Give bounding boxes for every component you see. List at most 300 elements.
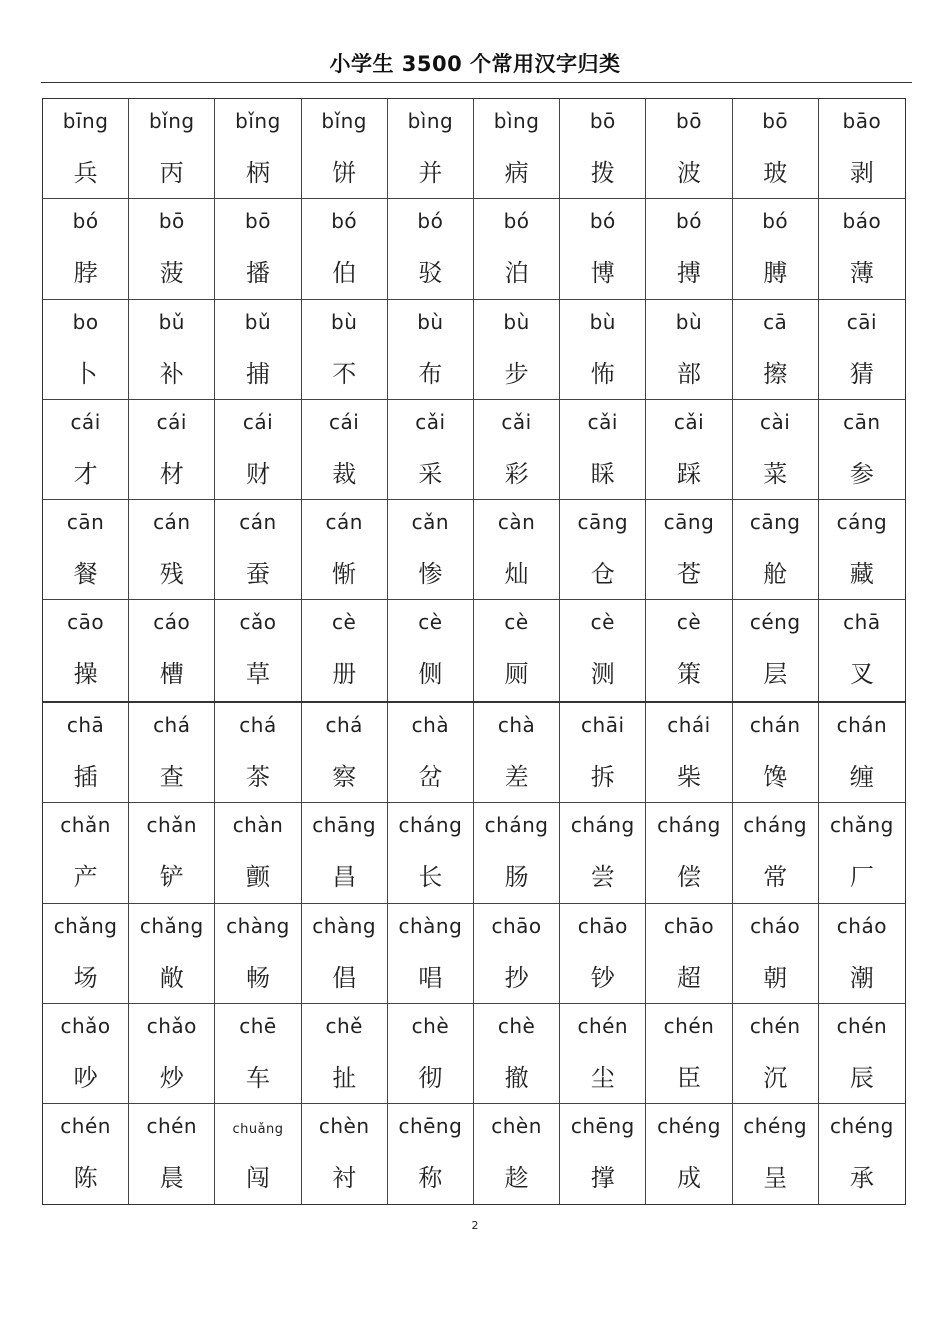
page-number: 2 <box>471 1219 479 1232</box>
character-cell <box>819 500 905 600</box>
hanzi-character: 朝 <box>763 963 788 992</box>
pinyin-label: bó <box>676 209 702 234</box>
pinyin-label: chèn <box>318 1114 370 1139</box>
pinyin-label: cāng <box>663 510 715 535</box>
pinyin-label: bù <box>331 309 358 334</box>
pinyin-label: chě <box>325 1013 363 1038</box>
pinyin-label: chéng <box>743 1114 808 1139</box>
character-cell <box>215 703 301 803</box>
character-cell <box>215 99 301 199</box>
hanzi-character: 剥 <box>849 159 874 187</box>
pinyin-label: chén <box>60 1114 111 1139</box>
hanzi-character: 播 <box>245 259 270 288</box>
character-cell <box>646 500 732 600</box>
pinyin-label: bāo <box>842 109 882 133</box>
pinyin-label: cái <box>70 409 101 434</box>
character-cell <box>474 199 560 299</box>
hanzi-character: 丙 <box>159 159 184 187</box>
pinyin-label: cāng <box>749 510 801 535</box>
character-cell <box>819 300 905 400</box>
pinyin-label: cán <box>325 510 363 535</box>
hanzi-character: 侧 <box>418 660 443 689</box>
character-cell <box>43 400 129 500</box>
pinyin-label: cán <box>239 510 277 535</box>
pinyin-label: chuǎng <box>232 1122 284 1138</box>
character-cell <box>129 1104 215 1204</box>
pinyin-label: cǎn <box>411 510 450 535</box>
pinyin-label: bó <box>762 209 789 234</box>
pinyin-label: chǎo <box>146 1013 197 1038</box>
hanzi-character: 脖 <box>73 259 98 288</box>
character-cell <box>646 400 732 500</box>
hanzi-character: 查 <box>159 763 184 791</box>
character-cell <box>819 904 905 1004</box>
pinyin-label: chè <box>497 1013 536 1038</box>
character-cell <box>215 904 301 1004</box>
hanzi-character: 裁 <box>332 459 357 488</box>
pinyin-label: cái <box>156 409 187 434</box>
pinyin-label: cè <box>504 610 529 635</box>
character-cell <box>129 199 215 299</box>
hanzi-character: 呈 <box>763 1164 788 1193</box>
character-cell <box>646 904 732 1004</box>
hanzi-character: 博 <box>590 259 615 288</box>
character-cell <box>560 703 646 803</box>
character-cell <box>819 1004 905 1104</box>
pinyin-label: bó <box>589 209 616 234</box>
character-cell <box>733 500 819 600</box>
pinyin-label: chèn <box>491 1114 542 1139</box>
hanzi-character: 馋 <box>763 763 788 791</box>
character-cell <box>646 99 732 199</box>
hanzi-character: 柄 <box>245 159 270 187</box>
character-cell <box>474 1104 560 1204</box>
hanzi-character: 彻 <box>418 1063 443 1092</box>
pinyin-label: chàng <box>312 913 377 938</box>
hanzi-character: 拨 <box>590 159 615 187</box>
character-table-1 <box>42 98 906 702</box>
character-cell <box>215 300 301 400</box>
pinyin-label: bó <box>503 209 530 234</box>
hanzi-character: 倡 <box>332 963 357 992</box>
pinyin-label: cáo <box>153 610 191 635</box>
hanzi-character: 才 <box>73 459 98 488</box>
pinyin-label: chè <box>411 1013 450 1038</box>
pinyin-label: cháng <box>484 813 549 838</box>
pinyin-label: chāi <box>581 713 625 737</box>
character-cell <box>388 400 474 500</box>
hanzi-character: 病 <box>504 159 529 187</box>
character-cell <box>388 1004 474 1104</box>
character-cell <box>129 400 215 500</box>
character-cell <box>560 904 646 1004</box>
hanzi-character: 策 <box>676 660 701 689</box>
pinyin-label: chá <box>239 713 277 737</box>
character-cell <box>388 803 474 903</box>
character-cell <box>560 300 646 400</box>
pinyin-label: cǎi <box>587 409 618 434</box>
character-cell <box>819 400 905 500</box>
character-cell <box>302 199 388 299</box>
hanzi-character: 补 <box>159 359 184 388</box>
hanzi-character: 惨 <box>418 560 443 589</box>
hanzi-character: 承 <box>849 1164 874 1193</box>
character-cell <box>733 400 819 500</box>
hanzi-character: 吵 <box>73 1063 98 1092</box>
hanzi-character: 趁 <box>504 1164 529 1193</box>
hanzi-character: 炒 <box>159 1063 184 1092</box>
hanzi-character: 搏 <box>676 259 701 288</box>
character-cell <box>560 1104 646 1204</box>
hanzi-character: 膊 <box>763 259 788 288</box>
character-cell <box>43 1004 129 1104</box>
hanzi-character: 常 <box>763 863 788 892</box>
hanzi-character: 昌 <box>332 863 357 892</box>
pinyin-label: bǐng <box>235 109 281 133</box>
pinyin-label: cán <box>153 510 191 535</box>
character-cell <box>302 1004 388 1104</box>
pinyin-label: chà <box>411 713 450 737</box>
pinyin-label: chē <box>239 1013 277 1038</box>
pinyin-label: chén <box>749 1013 801 1038</box>
hanzi-character: 菜 <box>763 459 788 488</box>
pinyin-label: cā <box>763 309 788 334</box>
pinyin-label: chá <box>325 713 363 737</box>
pinyin-label: bǔ <box>158 309 185 334</box>
pinyin-label: bo <box>72 309 99 334</box>
pinyin-label: chàng <box>398 913 463 938</box>
hanzi-character: 伯 <box>332 259 357 288</box>
pinyin-label: bǐng <box>148 109 195 133</box>
character-cell <box>43 703 129 803</box>
hanzi-character: 缠 <box>849 763 874 791</box>
character-cell <box>302 703 388 803</box>
hanzi-character: 撑 <box>590 1164 615 1193</box>
hanzi-character: 舱 <box>763 560 788 589</box>
character-cell <box>474 600 560 700</box>
character-cell <box>388 99 474 199</box>
hanzi-character: 惭 <box>332 560 357 589</box>
character-cell <box>215 600 301 700</box>
pinyin-label: chǎng <box>829 813 894 838</box>
character-cell <box>129 803 215 903</box>
pinyin-label: chàn <box>232 813 284 838</box>
pinyin-label: cháng <box>570 813 635 838</box>
pinyin-label: cài <box>760 409 791 434</box>
pinyin-label: bō <box>158 209 185 234</box>
pinyin-label: bù <box>675 309 703 334</box>
character-cell <box>646 1004 732 1104</box>
character-cell <box>388 1104 474 1204</box>
pinyin-label: bō <box>245 209 271 234</box>
pinyin-label: bó <box>331 209 358 234</box>
hanzi-character: 拆 <box>590 763 615 791</box>
character-cell <box>215 803 301 903</box>
character-cell <box>129 500 215 600</box>
character-cell <box>388 703 474 803</box>
pinyin-label: bó <box>417 209 444 234</box>
hanzi-character: 扯 <box>332 1063 357 1092</box>
character-cell <box>819 703 905 803</box>
character-cell <box>302 500 388 600</box>
hanzi-character: 部 <box>676 359 701 388</box>
hanzi-character: 畅 <box>245 963 270 992</box>
character-cell <box>43 199 129 299</box>
character-cell <box>646 703 732 803</box>
character-cell <box>474 803 560 903</box>
hanzi-character: 草 <box>245 660 270 689</box>
pinyin-label: cǎi <box>673 409 705 434</box>
character-cell <box>129 703 215 803</box>
character-cell <box>129 600 215 700</box>
character-cell <box>560 500 646 600</box>
character-cell <box>43 1104 129 1204</box>
pinyin-label: chéng <box>829 1114 894 1139</box>
character-cell <box>129 904 215 1004</box>
character-cell <box>646 1104 732 1204</box>
pinyin-label: bīng <box>62 109 109 133</box>
pinyin-label: chā <box>66 713 105 737</box>
hanzi-character: 抄 <box>504 963 529 992</box>
hanzi-character: 苍 <box>676 560 701 589</box>
pinyin-label: chǎn <box>146 813 198 838</box>
pinyin-label: cāng <box>577 510 629 535</box>
hanzi-character: 参 <box>849 459 874 488</box>
hanzi-character: 柴 <box>676 763 701 791</box>
pinyin-label: bǐng <box>321 109 367 133</box>
pinyin-label: bù <box>503 309 530 334</box>
character-cell <box>474 99 560 199</box>
hanzi-character: 铲 <box>159 863 184 892</box>
pinyin-label: cè <box>676 610 702 635</box>
character-cell <box>215 1104 301 1204</box>
hanzi-character: 步 <box>504 359 529 388</box>
hanzi-character: 敞 <box>159 963 184 992</box>
pinyin-label: chā <box>843 610 881 635</box>
hanzi-character: 材 <box>159 459 184 488</box>
character-cell <box>474 1004 560 1104</box>
character-cell <box>215 500 301 600</box>
hanzi-character: 撤 <box>504 1063 529 1092</box>
character-cell <box>43 99 129 199</box>
hanzi-character: 称 <box>418 1164 443 1193</box>
pinyin-label: cái <box>329 409 360 434</box>
pinyin-label: báo <box>842 209 882 234</box>
pinyin-label: bō <box>589 109 616 133</box>
character-cell <box>302 400 388 500</box>
pinyin-label: cè <box>418 610 443 635</box>
character-cell <box>43 904 129 1004</box>
hanzi-character: 踩 <box>676 459 701 488</box>
hanzi-character: 成 <box>676 1164 701 1193</box>
hanzi-character: 车 <box>245 1063 270 1092</box>
pinyin-label: bù <box>417 309 444 334</box>
pinyin-label: chēng <box>570 1114 635 1139</box>
hanzi-character: 菠 <box>159 259 184 288</box>
character-cell <box>474 400 560 500</box>
hanzi-character: 颤 <box>245 863 270 892</box>
character-cell <box>388 300 474 400</box>
character-cell <box>43 600 129 700</box>
character-cell <box>733 1004 819 1104</box>
hanzi-character: 并 <box>418 159 443 187</box>
character-cell <box>560 400 646 500</box>
character-cell <box>560 99 646 199</box>
pinyin-label: cāi <box>846 309 878 334</box>
hanzi-character: 财 <box>245 459 270 488</box>
pinyin-label: chāo <box>491 913 542 938</box>
character-cell <box>388 904 474 1004</box>
character-cell <box>819 803 905 903</box>
hanzi-character: 尝 <box>590 863 615 892</box>
hanzi-character: 不 <box>332 359 357 388</box>
pinyin-label: cāo <box>67 610 105 635</box>
pinyin-label: bǔ <box>244 309 272 334</box>
pinyin-label: chǎo <box>60 1013 111 1038</box>
hanzi-character: 长 <box>418 863 443 892</box>
hanzi-character: 测 <box>590 660 615 689</box>
hanzi-character: 兵 <box>73 159 98 187</box>
hanzi-character: 潮 <box>849 963 874 992</box>
character-cell <box>43 500 129 600</box>
pinyin-label: chǎng <box>53 913 118 938</box>
hanzi-character: 插 <box>73 763 98 791</box>
hanzi-character: 册 <box>332 660 357 689</box>
pinyin-label: cè <box>590 610 615 635</box>
hanzi-character: 叉 <box>849 660 874 689</box>
pinyin-label: cái <box>242 409 274 434</box>
character-cell <box>474 904 560 1004</box>
character-cell <box>302 600 388 700</box>
pinyin-label: céng <box>749 610 801 635</box>
character-cell <box>43 803 129 903</box>
hanzi-character: 衬 <box>332 1164 357 1193</box>
hanzi-character: 槽 <box>159 660 184 689</box>
hanzi-character: 采 <box>418 459 443 488</box>
pinyin-label: chà <box>497 713 536 737</box>
pinyin-label: cè <box>332 610 357 635</box>
hanzi-character: 仓 <box>590 560 615 589</box>
character-cell <box>819 1104 905 1204</box>
hanzi-character: 察 <box>332 763 357 791</box>
hanzi-character: 厂 <box>849 863 874 892</box>
character-cell <box>215 199 301 299</box>
hanzi-character: 灿 <box>504 560 529 589</box>
hanzi-character: 超 <box>676 963 701 992</box>
character-cell <box>646 803 732 903</box>
hanzi-character: 蚕 <box>245 560 270 589</box>
pinyin-label: cháo <box>836 913 887 938</box>
character-cell <box>733 1104 819 1204</box>
character-cell <box>388 600 474 700</box>
hanzi-character: 玻 <box>763 159 788 187</box>
hanzi-character: 钞 <box>590 963 615 992</box>
character-cell <box>474 703 560 803</box>
hanzi-character: 场 <box>73 963 98 992</box>
pinyin-label: chén <box>146 1114 198 1139</box>
pinyin-label: chá <box>153 713 191 737</box>
hanzi-character: 偿 <box>676 863 701 892</box>
hanzi-character: 怖 <box>590 359 615 388</box>
character-cell <box>646 199 732 299</box>
hanzi-character: 辰 <box>849 1063 874 1092</box>
character-cell <box>474 300 560 400</box>
character-cell <box>302 904 388 1004</box>
character-cell <box>302 99 388 199</box>
hanzi-character: 薄 <box>849 259 874 288</box>
pinyin-label: chán <box>836 713 888 737</box>
hanzi-character: 沉 <box>763 1063 788 1092</box>
pinyin-label: chán <box>749 713 801 737</box>
pinyin-label: cǎi <box>415 409 446 434</box>
character-cell <box>388 500 474 600</box>
hanzi-character: 卜 <box>73 359 98 388</box>
character-cell <box>560 600 646 700</box>
character-cell <box>733 99 819 199</box>
hanzi-character: 擦 <box>763 359 788 388</box>
hanzi-character: 唱 <box>418 963 443 992</box>
character-cell <box>474 500 560 600</box>
hanzi-character: 彩 <box>504 459 529 488</box>
hanzi-character: 睬 <box>590 459 615 488</box>
pinyin-label: càn <box>497 510 536 535</box>
character-cell <box>560 803 646 903</box>
pinyin-label: cáng <box>836 510 888 535</box>
character-cell <box>733 300 819 400</box>
pinyin-label: cháng <box>398 813 463 838</box>
hanzi-character: 操 <box>73 660 98 689</box>
character-cell <box>302 803 388 903</box>
character-cell <box>560 199 646 299</box>
character-cell <box>733 703 819 803</box>
character-cell <box>388 199 474 299</box>
hanzi-character: 臣 <box>676 1063 701 1092</box>
character-cell <box>43 300 129 400</box>
hanzi-character: 晨 <box>159 1164 184 1193</box>
character-cell <box>129 1004 215 1104</box>
hanzi-character: 捕 <box>245 359 270 388</box>
pinyin-label: bìng <box>407 109 454 133</box>
pinyin-label: chāo <box>663 913 715 938</box>
hanzi-character: 层 <box>763 660 788 689</box>
pinyin-label: bō <box>676 109 702 133</box>
hanzi-character: 波 <box>676 159 701 187</box>
hanzi-character: 茶 <box>245 763 270 791</box>
pinyin-label: chāo <box>577 913 628 938</box>
character-cell <box>819 600 905 700</box>
character-cell <box>646 600 732 700</box>
hanzi-character: 布 <box>418 359 443 388</box>
pinyin-label: cān <box>843 409 881 434</box>
character-cell <box>819 99 905 199</box>
hanzi-character: 餐 <box>73 560 98 589</box>
character-cell <box>302 300 388 400</box>
character-cell <box>129 99 215 199</box>
character-table-2 <box>42 702 906 1205</box>
hanzi-character: 猜 <box>849 359 874 388</box>
character-cell <box>302 1104 388 1204</box>
pinyin-label: bìng <box>493 109 540 133</box>
character-cell <box>733 199 819 299</box>
pinyin-label: bó <box>72 209 99 234</box>
hanzi-character: 产 <box>73 863 98 892</box>
hanzi-character: 残 <box>159 560 184 589</box>
character-cell <box>129 300 215 400</box>
pinyin-label: chàng <box>226 913 290 938</box>
hanzi-character: 陈 <box>73 1164 98 1193</box>
hanzi-character: 尘 <box>590 1063 615 1092</box>
pinyin-label: chéng <box>657 1114 721 1139</box>
